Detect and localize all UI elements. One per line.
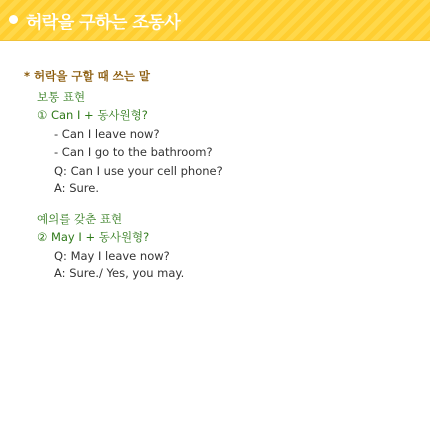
block1-answer: A: Sure.: [54, 181, 99, 195]
block2-answer: A: Sure./ Yes, you may.: [54, 266, 185, 280]
header-banner: [0, 0, 430, 41]
block1-heading: 보통 표현: [37, 90, 86, 104]
star-icon: *: [24, 69, 31, 83]
block1-example-1: - Can I leave now?: [54, 127, 160, 141]
section-title: [24, 69, 150, 83]
block2-question: Q: May I leave now?: [54, 249, 170, 263]
block2-heading: 예의를 갖춘 표현: [37, 212, 123, 226]
block1-rule: ① Can I + 동사원형?: [37, 108, 148, 122]
block1-example-2: - Can I go to the bathroom?: [54, 145, 213, 159]
bullet-dot-icon: [9, 15, 18, 24]
section-title-text: 허락을 구할 때 쓰는 말: [34, 69, 151, 83]
block2-rule: ② May I + 동사원형?: [37, 230, 150, 244]
block1-question: Q: Can I use your cell phone?: [54, 164, 223, 178]
page-title: 허락을 구하는 조동사: [26, 13, 181, 33]
